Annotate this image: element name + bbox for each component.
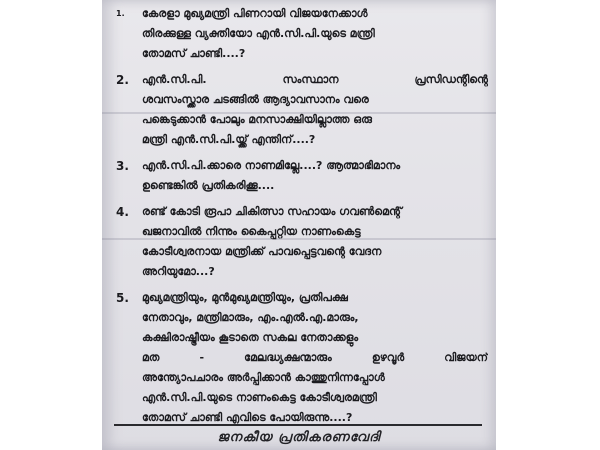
notice-item-5: [114, 288, 488, 428]
text-line: അറിയുമോ...?: [142, 265, 215, 278]
item-number: 2.: [116, 73, 129, 87]
text-line: കക്ഷിരാഷ്ട്രീയം കൂടാതെ സകല നേതാക്കളും: [142, 331, 359, 344]
item-text: [142, 4, 488, 64]
item-number: 3.: [116, 159, 129, 173]
notice-item-2: [114, 70, 488, 150]
text-line: ശവസംസ്ക്കാര ചടങ്ങിൽ ആദ്യാവസാനം വരെ: [142, 93, 369, 106]
item-number: 5.: [116, 291, 129, 305]
notice-item-1: [114, 4, 488, 64]
item-number: 4.: [116, 205, 129, 219]
text-line: തിരക്കുള്ള വ്യക്തിയോ എൻ.സി.പി.യുടെ മന്ത്രി: [142, 27, 375, 40]
text-line: അന്ത്യോപചാരം അർപ്പിക്കാൻ കാത്തുനിന്നപ്പോൾ: [142, 371, 385, 384]
text-line: നേതാവും, മന്ത്രിമാരും, എം.എൽ.എ.മാരും,: [142, 311, 359, 324]
text-line: തോമസ് ചാണ്ടി എവിടെ പോയിരുന്നു....?: [142, 411, 353, 424]
text-line: എൻ.സി.പി. സംസ്ഥാന പ്രസിഡന്റിന്റെ: [142, 73, 488, 86]
item-text: [142, 288, 488, 428]
printed-notice: [102, 0, 496, 450]
notice-item-3: [114, 156, 488, 196]
divider-rule: [114, 424, 482, 426]
text-line: ഖജനാവിൽ നിന്നും കൈപ്പറ്റിയ നാണംകെട്ട: [142, 225, 361, 238]
item-text: [142, 202, 488, 282]
text-line: മത - മേലദ്ധ്യക്ഷന്മാരും ഉഴവൂർ വിജയന്: [142, 351, 488, 364]
text-line: എൻ.സി.പി.യുടെ നാണംകെട്ട കോടീശ്വരമന്ത്രി: [142, 391, 377, 404]
item-number: 1.: [116, 9, 125, 18]
text-line: പങ്കെടുക്കാൻ പോലും മനസാക്ഷിയില്ലാത്ത ഒരു: [142, 113, 372, 126]
text-line: തോമസ് ചാണ്ടി....?: [142, 47, 246, 60]
item-text: [142, 70, 488, 150]
text-line: മന്ത്രി എൻ.സി.പി.യ്ക്ക് എന്തിന്....?: [142, 133, 316, 146]
notice-content: [114, 4, 488, 434]
text-line: കേരളാ മുഖ്യമന്ത്രി പിണറായി വിജയനേക്കാൾ: [142, 7, 368, 20]
organization-name: ജനകീയ പ്രതികരണവേദി: [217, 430, 381, 445]
text-line: മുഖ്യമന്ത്രിയും, മുൻമുഖ്യമന്ത്രിയും, പ്രതിപക്ഷ: [142, 291, 348, 304]
text-line: രണ്ട് കോടി രൂപാ ചികിത്സാ സഹായം ഗവൺമെന്റ്: [142, 205, 402, 218]
text-line: ഉണ്ടെങ്കിൽ പ്രതികരിക്കൂ....: [142, 179, 275, 192]
notice-item-4: [114, 202, 488, 282]
item-text: [142, 156, 488, 196]
text-line: കോടീശ്വരനായ മന്ത്രിക്ക് പാവപ്പെട്ടവന്റെ വേദന: [142, 245, 382, 258]
text-line: എൻ.സി.പി.ക്കാരെ നാണമില്ലേ....? ആത്മാഭിമാനം: [142, 159, 401, 172]
